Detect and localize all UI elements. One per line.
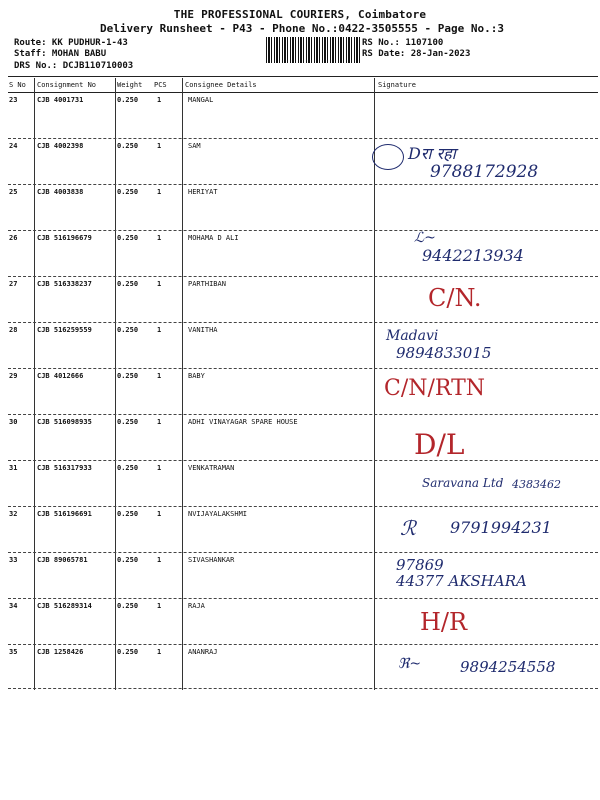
table-row <box>0 464 600 510</box>
consignee: ADHI VINAYAGAR SPARE HOUSE <box>188 418 298 426</box>
col-header-consignee: Consignee Details <box>185 81 257 89</box>
pcs: 1 <box>157 142 162 150</box>
consignee: VANITHA <box>188 326 218 334</box>
signature: H/R <box>420 608 468 636</box>
row-divider <box>8 368 598 369</box>
row-divider <box>8 506 598 507</box>
sno: 31 <box>9 464 18 472</box>
pcs: 1 <box>157 602 162 610</box>
signature-phone: 9788172928 <box>430 162 539 182</box>
weight: 0.250 <box>117 188 139 196</box>
signature-scribble-icon: ℒ~ <box>414 230 436 246</box>
pcs: 1 <box>157 234 162 242</box>
weight: 0.250 <box>117 372 139 380</box>
table-row <box>0 96 600 142</box>
col-header-sno: S No <box>9 81 26 89</box>
pcs: 1 <box>157 188 162 196</box>
weight: 0.250 <box>117 280 139 288</box>
consignment-no: CJB 4012666 <box>37 372 84 380</box>
pcs: 1 <box>157 648 162 656</box>
sno: 32 <box>9 510 18 518</box>
consignee: MOHAMA D ALI <box>188 234 239 242</box>
consignment-no: CJB 516196691 <box>37 510 92 518</box>
signature-phone: 4383462 <box>512 478 561 491</box>
signature-stamp-icon <box>372 144 404 170</box>
col-header-signature: Signature <box>378 81 416 89</box>
consignment-no: CJB 4002398 <box>37 142 84 150</box>
pcs: 1 <box>157 280 162 288</box>
table-row <box>0 326 600 372</box>
sno: 28 <box>9 326 18 334</box>
weight: 0.250 <box>117 234 139 242</box>
pcs: 1 <box>157 372 162 380</box>
signature: C/N. <box>428 284 482 312</box>
weight: 0.250 <box>117 464 139 472</box>
drs-label: DRS No.: DCJB110710003 <box>14 61 134 71</box>
consignee: ANANRAJ <box>188 648 218 656</box>
consignee: MANGAL <box>188 96 214 104</box>
consignment-no: CJB 516259559 <box>37 326 92 334</box>
consignment-no: CJB 1258426 <box>37 648 84 656</box>
weight: 0.250 <box>117 142 139 150</box>
consignment-no: CJB 4003838 <box>37 188 84 196</box>
signature-phone: 9894254558 <box>460 658 556 676</box>
row-divider <box>8 230 598 231</box>
sno: 29 <box>9 372 18 380</box>
consignee: PARTHIBAN <box>188 280 226 288</box>
row-divider <box>8 688 598 689</box>
table-header-rule <box>8 92 598 93</box>
row-divider <box>8 644 598 645</box>
sno: 27 <box>9 280 18 288</box>
pcs: 1 <box>157 96 162 104</box>
sno: 23 <box>9 96 18 104</box>
signature-phone: 9442213934 <box>422 246 524 265</box>
weight: 0.250 <box>117 418 139 426</box>
consignee: NVIJAYALAKSHMI <box>188 510 248 518</box>
pcs: 1 <box>157 464 162 472</box>
sno: 34 <box>9 602 18 610</box>
consignee: BABY <box>188 372 205 380</box>
rs-number: RS No.: 1107100 <box>362 38 444 48</box>
consignment-no: CJB 516289314 <box>37 602 92 610</box>
pcs: 1 <box>157 418 162 426</box>
sno: 24 <box>9 142 18 150</box>
signature: D/L <box>414 428 465 461</box>
page-title: THE PROFESSIONAL COURIERS, Coimbatore <box>173 8 427 21</box>
table-row <box>0 418 600 464</box>
row-divider <box>8 322 598 323</box>
sno: 33 <box>9 556 18 564</box>
sno: 26 <box>9 234 18 242</box>
signature-scribble-icon: ℜ~ <box>398 656 422 672</box>
pcs: 1 <box>157 326 162 334</box>
consignee: SIVASHANKAR <box>188 556 235 564</box>
table-row <box>0 602 600 648</box>
row-divider <box>8 598 598 599</box>
consignment-no: CJB 516098935 <box>37 418 92 426</box>
col-header-pcs: PCS <box>154 81 167 89</box>
consignee: RAJA <box>188 602 205 610</box>
page-subtitle: Delivery Runsheet - P43 - Phone No.:0422-3505555 - Page No.:3 <box>100 22 504 35</box>
route-label: Route: KK PUDHUR-1-43 <box>14 38 128 48</box>
consignee: SAM <box>188 142 201 150</box>
row-divider <box>8 552 598 553</box>
consignment-no: CJB 516338237 <box>37 280 92 288</box>
consignee: HERIYAT <box>188 188 218 196</box>
consignee: VENKATRAMAN <box>188 464 235 472</box>
table-row <box>0 510 600 556</box>
consignment-no: CJB 516196679 <box>37 234 92 242</box>
signature-phone: 9791994231 <box>450 518 552 537</box>
signature: 44377 AKSHARA <box>396 572 527 590</box>
signature-phone: 97869 <box>396 556 444 574</box>
signature-phone: 9894833015 <box>396 344 492 362</box>
table-top-rule <box>8 76 598 77</box>
table-row <box>0 372 600 418</box>
weight: 0.250 <box>117 602 139 610</box>
consignment-no: CJB 4001731 <box>37 96 84 104</box>
staff-label: Staff: MOHAN BABU <box>14 49 107 59</box>
row-divider <box>8 276 598 277</box>
consignment-no: CJB 89065781 <box>37 556 88 564</box>
signature: Dरा रहा <box>408 144 456 163</box>
barcode <box>266 37 360 63</box>
row-divider <box>8 138 598 139</box>
table-row <box>0 230 600 280</box>
weight: 0.250 <box>117 510 139 518</box>
weight: 0.250 <box>117 326 139 334</box>
table-row <box>0 556 600 602</box>
row-divider <box>8 460 598 461</box>
sno: 30 <box>9 418 18 426</box>
signature: C/N/RTN <box>384 376 486 401</box>
sno: 25 <box>9 188 18 196</box>
signature-scribble-icon: ℛ <box>400 516 416 540</box>
rs-date: RS Date: 28-Jan-2023 <box>362 49 471 59</box>
row-divider <box>8 184 598 185</box>
signature: Madavi <box>386 328 439 344</box>
weight: 0.250 <box>117 96 139 104</box>
col-header-weight: Weight <box>117 81 143 89</box>
pcs: 1 <box>157 556 162 564</box>
col-header-consignment: Consignment No <box>37 81 97 89</box>
table-row <box>0 142 600 188</box>
row-divider <box>8 414 598 415</box>
pcs: 1 <box>157 510 162 518</box>
signature: Saravana Ltd <box>422 476 504 490</box>
table-row <box>0 280 600 326</box>
consignment-no: CJB 516317933 <box>37 464 92 472</box>
weight: 0.250 <box>117 648 139 656</box>
weight: 0.250 <box>117 556 139 564</box>
sno: 35 <box>9 648 18 656</box>
table-row <box>0 188 600 234</box>
